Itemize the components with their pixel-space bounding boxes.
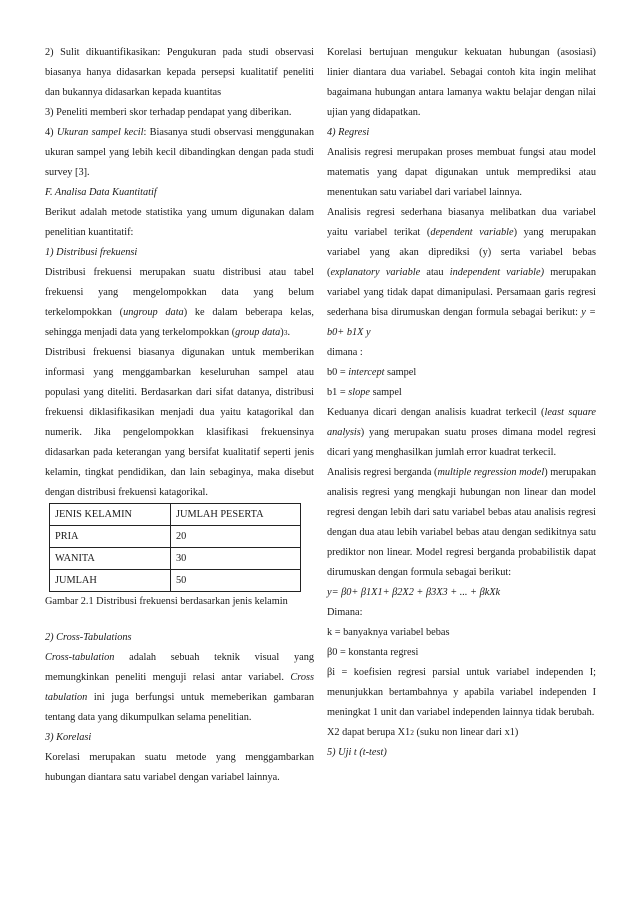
paragraph (45, 123, 314, 183)
table-cell: JUMLAH PESERTA (171, 504, 301, 526)
text-run: merupakan variabel yang tidak dapat dimanipulasi. Persamaan garis regresi sederhana bisa dirumuskan dengan formula sebagai berikut: (327, 267, 596, 318)
definition-k: k = banyaknya variabel bebas (327, 627, 450, 638)
paragraph: Dimana: (327, 607, 363, 618)
section-heading: F. Analisa Data Kuantitatif (45, 187, 157, 198)
italic-run: ungroup data (123, 307, 184, 318)
paragraph (327, 723, 596, 743)
text-run: ini juga berfungsi untuk memeberikan gambaran tentang data yang dikumpulkan selama penelitian. (45, 692, 314, 723)
italic-run: Cross tabulation (45, 672, 314, 703)
paragraph (327, 403, 596, 463)
italic-run: slope (348, 387, 371, 398)
paragraph (45, 648, 314, 728)
reference-number: 3 (283, 328, 288, 337)
italic-run: explanatory variable (330, 267, 421, 278)
text-run: Analisis regresi sederhana biasanya melibatkan dua variabel yaitu variabel terikat ( (327, 207, 596, 238)
text-run: ) merupakan analisis regresi yang mengkaji hubungan non linear dan model regresi dengan lebih dari satu variabel bebas atau analisis regresi dengan dua atau lebih variabel bebas atau dengan sedikitnya satu prediktor non linear. Model regresi berganda probabilistik dapat dirumuskan dengan formula sebagai berikut: (327, 467, 596, 578)
italic-run: group data (235, 327, 281, 338)
text-run: adalah sebuah teknik visual yang memungkinkan peneliti menguji relasi antar variabel. (45, 652, 314, 683)
italic-run: dependent variable (430, 227, 514, 238)
italic-run: least square analysis (327, 407, 596, 438)
paragraph: 3) Peneliti memberi skor terhadap pendapat yang diberikan. (45, 107, 292, 118)
table-cell: PRIA (50, 526, 171, 548)
paragraph: Korelasi bertujuan mengukur kekuatan hubungan (asosiasi) linier diantara dua variabel. Sebagai contoh kita ingin melihat bagaimana hubungan antara lamanya waktu belajar dengan nilai ujian yang didapatkan. (327, 47, 596, 118)
table-cell: JENIS KELAMIN (50, 504, 171, 526)
text-run: . (287, 327, 291, 338)
paragraph: Distribusi frekuensi biasanya digunakan untuk memberikan informasi yang menggambarkan keseluruhan sampel atau populasi yang diteliti. Berdasarkan dari sifat datanya, distribusi frekuensi diklasifikasikan menjadi dua yaitu katagorikal dan numerik. Jika pengelompokkan klasifikasi frekuensinya didasarkan pada keterangan yang bersifat kualitatif seperti jenis kelamin, tingkat pendidikan, dan lain sebaginya, maka disebut dengan distribusi frekuensi katagorikal. (45, 347, 314, 498)
table-cell: 30 (171, 548, 301, 570)
paragraph: dimana : (327, 347, 363, 358)
text-run: atau (420, 267, 450, 278)
text-run: b1 = (327, 387, 349, 398)
table-row (50, 570, 301, 592)
equation: y= β0+ β1X1+ β2X2 + β3X3 + ... + βkXk (327, 587, 501, 598)
paragraph (45, 263, 314, 343)
table-row (50, 548, 301, 570)
text-run: Analisis regresi berganda ( (327, 467, 438, 478)
paragraph: Berikut adalah metode statistika yang umum digunakan dalam penelitian kuantitatif: (45, 207, 314, 238)
equation: y = b0+ b1X y (327, 307, 597, 338)
left-column (45, 43, 314, 788)
italic-run: independent variable) (449, 267, 545, 278)
text-run: sampel (384, 367, 417, 378)
text-run: b0 = (327, 367, 349, 378)
text-run: ) ke dalam beberapa kelas, sehingga menjadi data yang terkelompokkan ( (45, 307, 314, 338)
paragraph: 2) Sulit dikuantifikasikan: Pengukuran pada studi observasi biasanya hanya didasarkan kepada persepsi kualitatif peneliti dan bukannya didasarkan kepada kuantitas (45, 47, 314, 98)
definition-b0 (327, 363, 596, 383)
table-cell: JUMLAH (50, 570, 171, 592)
table-cell: 20 (171, 526, 301, 548)
text-run: X2 dapat berupa X1 (327, 727, 411, 738)
subsection-heading: 4) Regresi (327, 127, 370, 138)
table-cell: 50 (171, 570, 301, 592)
paragraph: Analisis regresi merupakan proses membuat fungsi atau model matematis yang dapat digunakan untuk memprediksi atau menentukan satu variabel dari variabel lainnya. (327, 147, 596, 198)
paragraph: Korelasi merupakan suatu metode yang menggambarkan hubungan diantara satu variabel dengan variabel lainnya. (45, 752, 314, 783)
right-column (327, 43, 596, 763)
text-run: Distribusi frekuensi merupakan suatu distribusi atau tabel frekuensi yang mengelompokkan data yang belum terkelompokkan ( (45, 267, 314, 318)
definition-betai: βi = koefisien regresi parsial untuk variabel independen I; menunjukkan bertambahnya y apabila variabel independen I meningkat 1 unit dan variabel independen lainnya tidak berubah. (327, 667, 596, 718)
subsection-heading: 5) Uji t (t-test) (327, 747, 387, 758)
text-run: ) yang merupakan suatu proses dimana model regresi dicari yang menghasilkan jumlah error kuadrat terkecil. (327, 427, 596, 458)
text-run: ) (280, 327, 284, 338)
table-row (50, 526, 301, 548)
figure-caption: Gambar 2.1 Distribusi frekuensi berdasarkan jenis kelamin (45, 596, 288, 607)
subscript: 2 (410, 728, 414, 737)
italic-run: intercept (348, 367, 385, 378)
paragraph (327, 463, 596, 583)
text-run: sampel (370, 387, 402, 398)
subsection-heading: 2) Cross-Tabulations (45, 632, 132, 643)
definition-b1 (327, 383, 596, 403)
text-run: Keduanya dicari dengan analisis kuadrat terkecil ( (327, 407, 545, 418)
frequency-table (49, 503, 301, 592)
text-run: (suku non linear dari x1) (413, 727, 519, 738)
italic-run: multiple regression model (437, 467, 545, 478)
text-run: 4) (45, 127, 57, 138)
table-header-row (50, 504, 301, 526)
subsection-heading: 3) Korelasi (45, 732, 92, 743)
italic-run: Ukuran sampel kecil (56, 127, 144, 138)
subsection-heading: 1) Distribusi frekuensi (45, 247, 138, 258)
spacer (45, 612, 314, 628)
text-run: ) yang merupakan variabel yang akan diprediksi (y) serta variabel bebas ( (327, 227, 596, 278)
text-run: : Biasanya studi observasi menggunakan ukuran sampel yang lebih kecil dibandingkan dengan pada studi survey [3]. (45, 127, 314, 178)
paragraph (327, 203, 596, 343)
definition-beta0: β0 = konstanta regresi (327, 647, 419, 658)
italic-run: Cross-tabulation (45, 652, 115, 663)
table-cell: WANITA (50, 548, 171, 570)
